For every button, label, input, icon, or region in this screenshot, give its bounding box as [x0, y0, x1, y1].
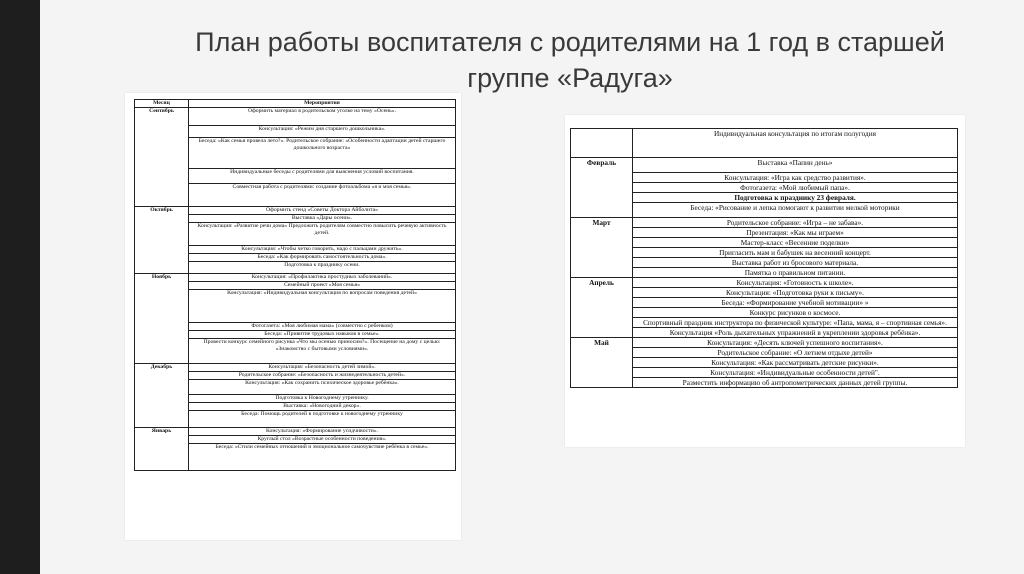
table-row — [135, 428, 456, 436]
event-cell: Оформить стенд «Советы Доктора Айболита» — [189, 207, 456, 215]
event-cell: Консультация: «Индивидуальная консультация по вопросам поведения детей» — [189, 290, 456, 323]
event-cell: Выставка «Папин день» — [633, 158, 958, 173]
event-cell: Конкурс рисунков о космосе. — [633, 308, 958, 318]
header-month: Месяц — [135, 100, 189, 108]
event-cell: Консультация: «Как рассматривать детские рисунки». — [633, 358, 958, 368]
header-events: Мероприятия — [189, 100, 456, 108]
event-cell: Выставка «Дары осени». — [189, 215, 456, 223]
table-row — [571, 218, 958, 228]
table-row — [135, 108, 456, 126]
event-cell: Фотогазета: «Мой любимый папа». — [633, 183, 958, 193]
event-cell: Консультация: «Индивидуальные особенности детей". — [633, 368, 958, 378]
event-cell: Консультация: «Безопасность детей зимой». — [189, 364, 456, 372]
event-cell: Консультация «Роль дыхательных упражнений в укреплении здоровья ребёнка». — [633, 328, 958, 338]
plan-table-1 — [134, 99, 456, 471]
event-cell: Беседа: «Рисование и лепка помогают к развитии мелкой моторики — [633, 203, 958, 218]
event-cell: Пригласить мам и бабушек на весенний концерт. — [633, 248, 958, 258]
left-accent-bar — [0, 0, 40, 574]
event-cell: Разместить информацию об антропометрических данных детей группы. — [633, 378, 958, 388]
event-cell: Спортивный праздник инструктора по физической культуре: «Папа, мама, я – спортивная семья». — [633, 318, 958, 328]
event-cell: Беседа: Помощь родителей в подготовке к новогоднему утреннику — [189, 411, 456, 428]
event-cell: Презентация: «Как мы играем» — [633, 228, 958, 238]
event-cell: Консультация: «Как сохранить психическое здоровье ребёнка». — [189, 380, 456, 395]
event-cell: Индивидуальные беседы с родителями для выяснения условий воспитания. — [189, 169, 456, 184]
table-header-row — [135, 100, 456, 108]
plan-table-2 — [570, 128, 958, 388]
event-cell: Родительское собрание: «Безопасность и жизнедеятельность детей». — [189, 372, 456, 380]
month-cell: Март — [571, 218, 633, 278]
event-cell: Консультация: «Развитие речи дома» Предложить родителям совместно повысить речевую активность детей. — [189, 223, 456, 246]
event-cell: Подготовка к Новогоднему утреннику. — [189, 395, 456, 403]
event-cell: Фотогазета: «Моя любимая мама» (совместно с ребенком) — [189, 323, 456, 331]
table-row — [571, 129, 958, 158]
month-cell — [571, 129, 633, 158]
table-row — [571, 158, 958, 173]
month-cell: Январь — [135, 428, 189, 471]
event-cell: Беседа: «Как семья провела лето?». Родительское собрание: «Особенности адаптации детей старшего дошкольного возраста» — [189, 138, 456, 169]
month-cell: Октябрь — [135, 207, 189, 274]
event-cell: Семейный проект «Моя семья» — [189, 282, 456, 290]
event-cell: Беседа: «Формирование учебной мотивации» » — [633, 298, 958, 308]
event-cell: Родительское собрание: «Игра – не забава». — [633, 218, 958, 228]
event-cell: Круглый стол «Возрастные особенности поведения». — [189, 436, 456, 444]
event-cell: Оформить материал в родительском уголке на тему «Осень». — [189, 108, 456, 126]
event-cell: Консультация: «Формирование усидчивости». — [189, 428, 456, 436]
event-cell: Мастер-класс «Весенние поделки» — [633, 238, 958, 248]
plan-document-page-1 — [125, 93, 461, 540]
table-row — [571, 338, 958, 348]
event-cell: Родительское собрание: «О летнем отдыхе детей» — [633, 348, 958, 358]
event-cell: Беседа: «Привитие трудовых навыков в семье». — [189, 331, 456, 339]
month-cell: Февраль — [571, 158, 633, 218]
event-cell: Консультация: «Готовность к школе». — [633, 278, 958, 288]
table-row — [135, 274, 456, 282]
event-cell: Консультация: «Режим дня старшего дошкольника». — [189, 126, 456, 138]
month-cell: Декабрь — [135, 364, 189, 428]
event-cell: Консультация: «Десять ключей успешного воспитания». — [633, 338, 958, 348]
event-cell: Провести конкурс семейного рисунка «Что мы осенью приносим?». Посещение на дому с целью: «Знакомство с бытовыми условиями». — [189, 339, 456, 364]
event-cell: Беседа: «Стили семейных отношений и эмоциональное самочувствие ребёнка в семье». — [189, 444, 456, 471]
plan-document-page-2 — [565, 115, 965, 447]
table-row — [135, 364, 456, 372]
event-cell: Совместная работа с родителями: создание фотоальбома «я и моя семья». — [189, 184, 456, 207]
event-cell: Выставка работ из бросового материала. — [633, 258, 958, 268]
table-row — [571, 278, 958, 288]
month-cell: Апрель — [571, 278, 633, 338]
table-row — [135, 207, 456, 215]
month-cell: Ноябрь — [135, 274, 189, 364]
event-cell: Выставка: «Новогодний декор». — [189, 403, 456, 411]
event-cell: Подготовка к празднику 23 февраля. — [633, 193, 958, 203]
event-cell: Консультация: «Чтобы четко говорить, надо с пальцами дружить». — [189, 246, 456, 254]
event-cell: Консультация: «Подготовка руки к письму». — [633, 288, 958, 298]
event-cell: Консультация: «Профилактика простудных заболеваний». — [189, 274, 456, 282]
event-cell: Консультация: «Игра как средство развития». — [633, 173, 958, 183]
event-cell: Беседа: «Как формировать самостоятельность дома». — [189, 254, 456, 262]
month-cell: Сентябрь — [135, 108, 189, 207]
month-cell: Май — [571, 338, 633, 388]
event-cell: Памятка о правильном питании. — [633, 268, 958, 278]
title-line-1: План работы воспитателя с родителями на 1 год в старшей — [195, 27, 945, 57]
event-cell: Подготовка к празднику осени. — [189, 262, 456, 274]
title-line-2: группе «Радуга» — [467, 63, 673, 93]
page-title — [160, 24, 980, 96]
event-cell: Индивидуальная консультация по итогам полугодия — [633, 129, 958, 158]
